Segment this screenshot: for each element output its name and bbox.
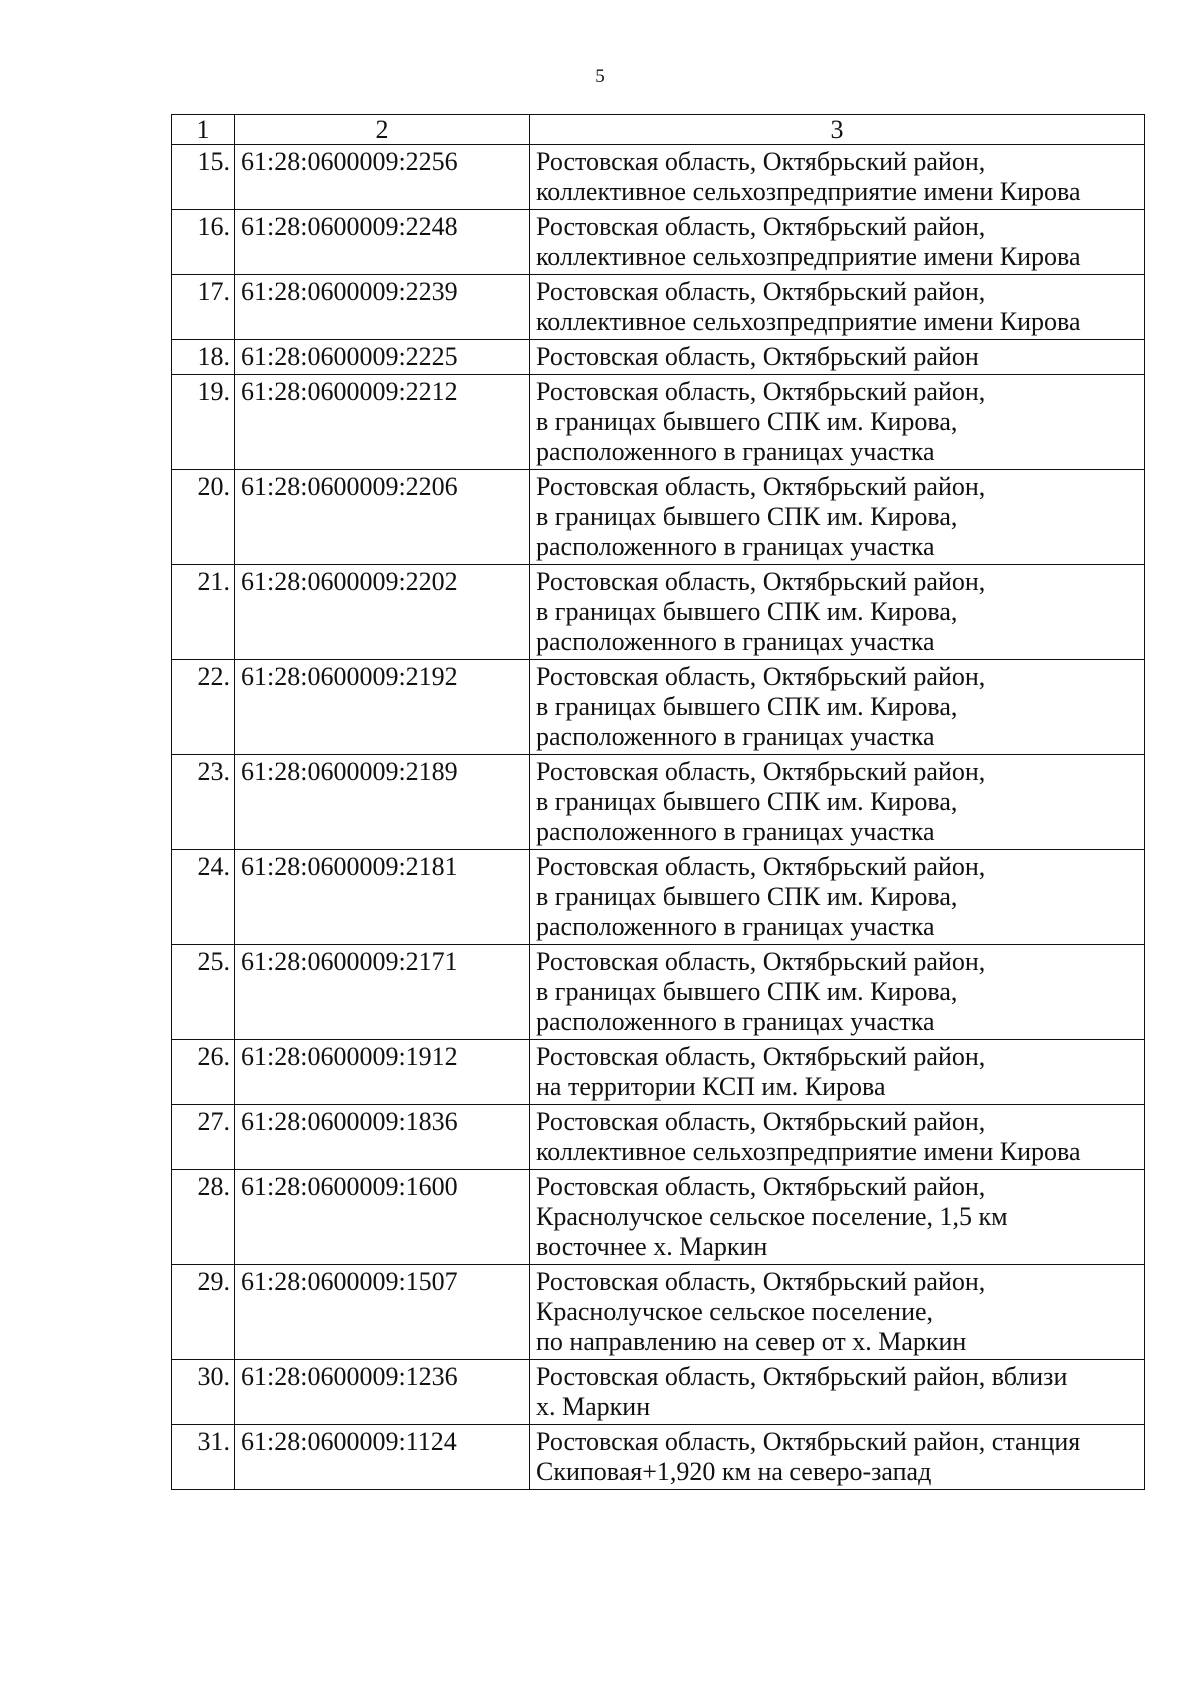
cadastral-number: 61:28:0600009:2192 [235, 660, 530, 755]
page-number: 5 [595, 66, 605, 87]
table-row [172, 850, 1145, 945]
table-row [172, 1425, 1145, 1490]
row-number: 24. [172, 850, 235, 945]
address-cell: Ростовская область, Октябрьский район, в границах бывшего СПК им. Кирова, расположенного в границах участка [530, 850, 1145, 945]
row-number: 23. [172, 755, 235, 850]
address-cell: Ростовская область, Октябрьский район, коллективное сельхозпредприятие имени Кирова [530, 145, 1145, 210]
cadastral-number: 61:28:0600009:2181 [235, 850, 530, 945]
cadastral-number: 61:28:0600009:2202 [235, 565, 530, 660]
row-number: 27. [172, 1105, 235, 1170]
row-number: 25. [172, 945, 235, 1040]
address-cell: Ростовская область, Октябрьский район, в границах бывшего СПК им. Кирова, расположенного в границах участка [530, 945, 1145, 1040]
table-row [172, 145, 1145, 210]
cadastral-number: 61:28:0600009:1507 [235, 1265, 530, 1360]
parcel-table [171, 114, 1145, 1490]
address-cell: Ростовская область, Октябрьский район, Краснолучское сельское поселение, 1,5 км восточнее х. Маркин [530, 1170, 1145, 1265]
address-cell: Ростовская область, Октябрьский район, коллективное сельхозпредприятие имени Кирова [530, 210, 1145, 275]
row-number: 31. [172, 1425, 235, 1490]
cadastral-number: 61:28:0600009:2239 [235, 275, 530, 340]
row-number: 22. [172, 660, 235, 755]
row-number: 17. [172, 275, 235, 340]
address-cell: Ростовская область, Октябрьский район, коллективное сельхозпредприятие имени Кирова [530, 1105, 1145, 1170]
cadastral-number: 61:28:0600009:1124 [235, 1425, 530, 1490]
address-cell: Ростовская область, Октябрьский район, вблизи х. Маркин [530, 1360, 1145, 1425]
column-header-1: 1 [172, 115, 235, 145]
row-number: 29. [172, 1265, 235, 1360]
table-row [172, 1170, 1145, 1265]
table-row [172, 660, 1145, 755]
table-row [172, 1360, 1145, 1425]
cadastral-number: 61:28:0600009:2225 [235, 340, 530, 375]
address-cell: Ростовская область, Октябрьский район, в границах бывшего СПК им. Кирова, расположенного в границах участка [530, 660, 1145, 755]
row-number: 20. [172, 470, 235, 565]
address-cell: Ростовская область, Октябрьский район [530, 340, 1145, 375]
address-cell: Ростовская область, Октябрьский район, в границах бывшего СПК им. Кирова, расположенного в границах участка [530, 565, 1145, 660]
table-row [172, 565, 1145, 660]
table-row [172, 755, 1145, 850]
cadastral-number: 61:28:0600009:1912 [235, 1040, 530, 1105]
table-row [172, 375, 1145, 470]
address-cell: Ростовская область, Октябрьский район, коллективное сельхозпредприятие имени Кирова [530, 275, 1145, 340]
cadastral-number: 61:28:0600009:2206 [235, 470, 530, 565]
table-row [172, 1040, 1145, 1105]
row-number: 16. [172, 210, 235, 275]
table-row [172, 275, 1145, 340]
cadastral-number: 61:28:0600009:2212 [235, 375, 530, 470]
row-number: 30. [172, 1360, 235, 1425]
table-row [172, 210, 1145, 275]
table-row [172, 1105, 1145, 1170]
cadastral-number: 61:28:0600009:1236 [235, 1360, 530, 1425]
row-number: 15. [172, 145, 235, 210]
table-row [172, 470, 1145, 565]
address-cell: Ростовская область, Октябрьский район, в границах бывшего СПК им. Кирова, расположенного в границах участка [530, 755, 1145, 850]
cadastral-number: 61:28:0600009:2189 [235, 755, 530, 850]
address-cell: Ростовская область, Октябрьский район, на территории КСП им. Кирова [530, 1040, 1145, 1105]
address-cell: Ростовская область, Октябрьский район, в границах бывшего СПК им. Кирова, расположенного в границах участка [530, 470, 1145, 565]
column-header-2: 2 [235, 115, 530, 145]
table-row [172, 945, 1145, 1040]
address-cell: Ростовская область, Октябрьский район, станция Скиповая+1,920 км на северо-запад [530, 1425, 1145, 1490]
cadastral-number: 61:28:0600009:1836 [235, 1105, 530, 1170]
cadastral-number: 61:28:0600009:2256 [235, 145, 530, 210]
row-number: 28. [172, 1170, 235, 1265]
row-number: 21. [172, 565, 235, 660]
address-cell: Ростовская область, Октябрьский район, Краснолучское сельское поселение, по направлению на север от х. Маркин [530, 1265, 1145, 1360]
table-row [172, 340, 1145, 375]
table-row [172, 1265, 1145, 1360]
column-header-3: 3 [530, 115, 1145, 145]
address-cell: Ростовская область, Октябрьский район, в границах бывшего СПК им. Кирова, расположенного в границах участка [530, 375, 1145, 470]
row-number: 18. [172, 340, 235, 375]
cadastral-number: 61:28:0600009:2248 [235, 210, 530, 275]
cadastral-number: 61:28:0600009:2171 [235, 945, 530, 1040]
row-number: 26. [172, 1040, 235, 1105]
table-header-row [172, 115, 1145, 145]
row-number: 19. [172, 375, 235, 470]
cadastral-number: 61:28:0600009:1600 [235, 1170, 530, 1265]
